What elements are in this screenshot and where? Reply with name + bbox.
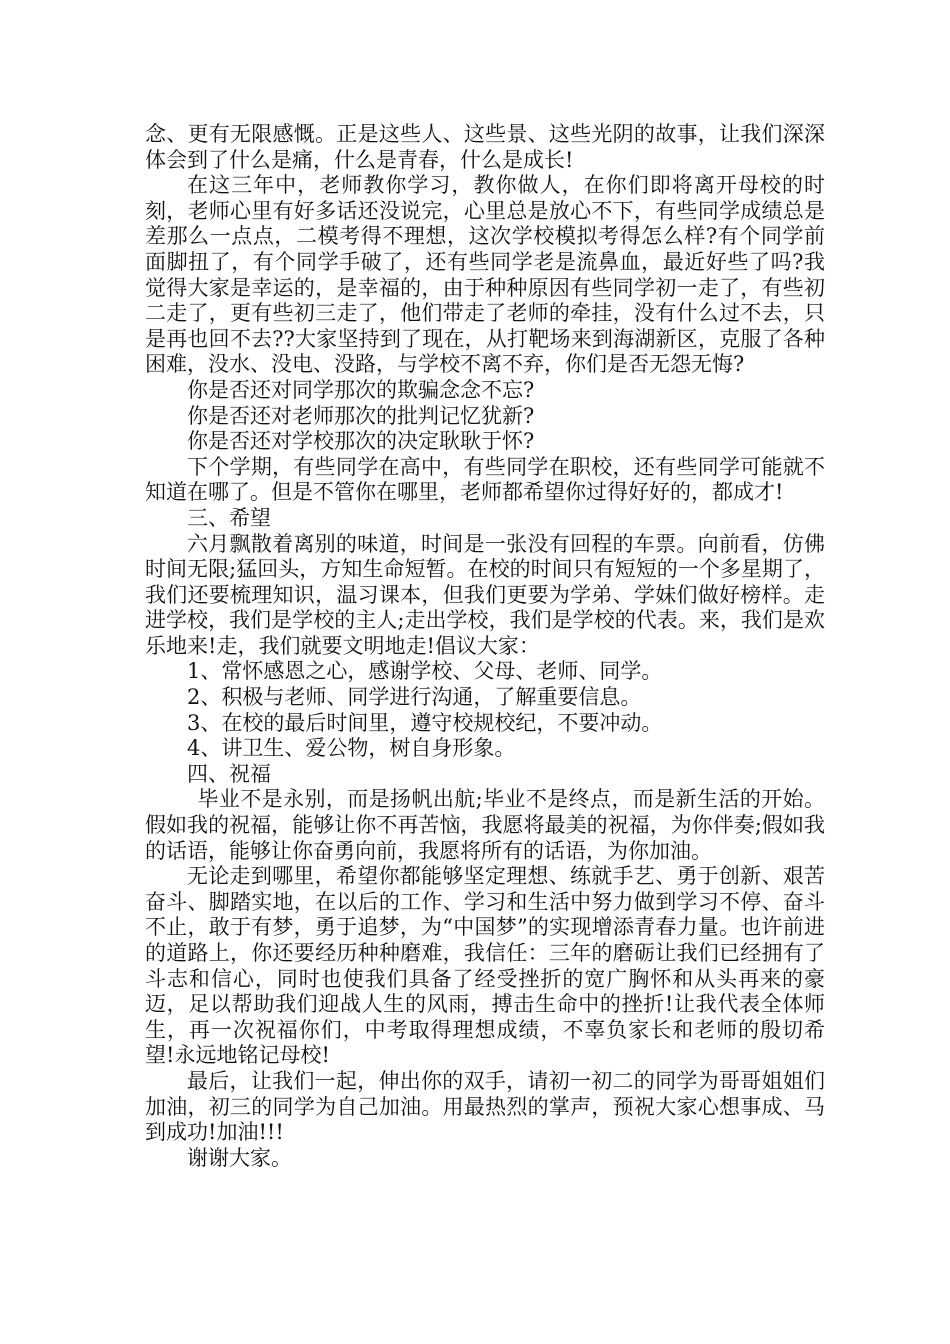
document-body (145, 122, 825, 1171)
list-item-rules: 3、在校的最后时间里，遵守校规校纪，不要冲动。 (187, 710, 663, 735)
paragraph-three-years: 在这三年中，老师教你学习，教你做人，在你们即将离开母校的时刻，老师心里有好多话还没说完，心里总是放心不下，有些同学成绩总是差那么一点点，二模考得不理想，这次学校模拟考得怎么样?有个同学前面脚扭了，有个同学手破了，还有些同学老是流鼻血，最近好些了吗?我觉得大家是幸运的，是幸福的，由于种种原因有些同学初一走了，有些初二走了，更有些初三走了，他们带走了老师的牵挂，没有什么过不去，只是再也回不去??大家坚持到了现在，从打靶场来到海湖新区，克服了各种困难，没水、没电、没路，与学校不离不弃，你们是否无怨无悔? (145, 173, 825, 377)
paragraph-next-semester: 下个学期，有些同学在高中，有些同学在职校，还有些同学可能就不知道在哪了。但是不管你在哪里，老师都希望你过得好好的，都成才! (145, 454, 825, 505)
paragraph-intro-continuation: 念、更有无限感慨。正是这些人、这些景、这些光阴的故事，让我们深深体会到了什么是痛，什么是青春，什么是成长! (145, 122, 825, 172)
list-item-hygiene: 4、讲卫生、爱公物，树自身形象。 (187, 736, 516, 761)
paragraph-wherever: 无论走到哪里，希望你都能够坚定理想、练就手艺、勇于创新、艰苦奋斗、脚踏实地，在以后的工作、学习和生活中努力做到学习不停、奋斗不止，敢于有梦，勇于追梦，为“中国梦”的实现增添青春力量。也许前进的道路上，你还要经历种种磨难，我信任：三年的磨砺让我们已经拥有了斗志和信心，同时也使我们具备了经受挫折的宽广胸怀和从头再来的豪迈，足以帮助我们迎战人生的风雨，搏击生命中的挫折!让我代表全体师生，再一次祝福你们，中考取得理想成绩，不辜负家长和老师的殷切希望!永远地铭记母校! (145, 864, 825, 1068)
paragraph-graduation: 毕业不是永别，而是扬帆出航;毕业不是终点，而是新生活的开始。假如我的祝福，能够让你不再苦恼，我愿将最美的祝福，为你伴奏;假如我的话语，能够让你奋勇向前，我愿将所有的话语，为你加油。 (145, 787, 825, 863)
section-heading-hope: 三、希望 (187, 505, 271, 530)
paragraph-question-teacher: 你是否还对老师那次的批判记忆犹新? (187, 403, 535, 428)
paragraph-question-classmates: 你是否还对同学那次的欺骗念念不忘? (187, 377, 535, 402)
paragraph-question-school: 你是否还对学校那次的决定耿耿于怀? (187, 429, 535, 454)
paragraph-june: 六月飘散着离别的味道，时间是一张没有回程的车票。向前看，仿佛时间无限;猛回头，方知生命短暂。在校的时间只有短短的一个多星期了，我们还要梳理知识，温习课本，但我们更要为学弟、学妹们做好榜样。走进学校，我们是学校的主人;走出学校，我们是学校的代表。来，我们是欢乐地来!走，我们就要文明地走!倡议大家： (145, 531, 825, 658)
paragraph-finally: 最后，让我们一起，伸出你的双手，请初一初二的同学为哥哥姐姐们加油，初三的同学为自己加油。用最热烈的掌声，预祝大家心想事成、马到成功!加油!!! (145, 1068, 825, 1145)
section-heading-blessing: 四、祝福 (187, 761, 271, 786)
paragraph-thanks: 谢谢大家。 (187, 1145, 292, 1170)
list-item-gratitude: 1、常怀感恩之心，感谢学校、父母、老师、同学。 (187, 659, 663, 684)
list-item-communication: 2、积极与老师、同学进行沟通，了解重要信息。 (187, 685, 642, 710)
